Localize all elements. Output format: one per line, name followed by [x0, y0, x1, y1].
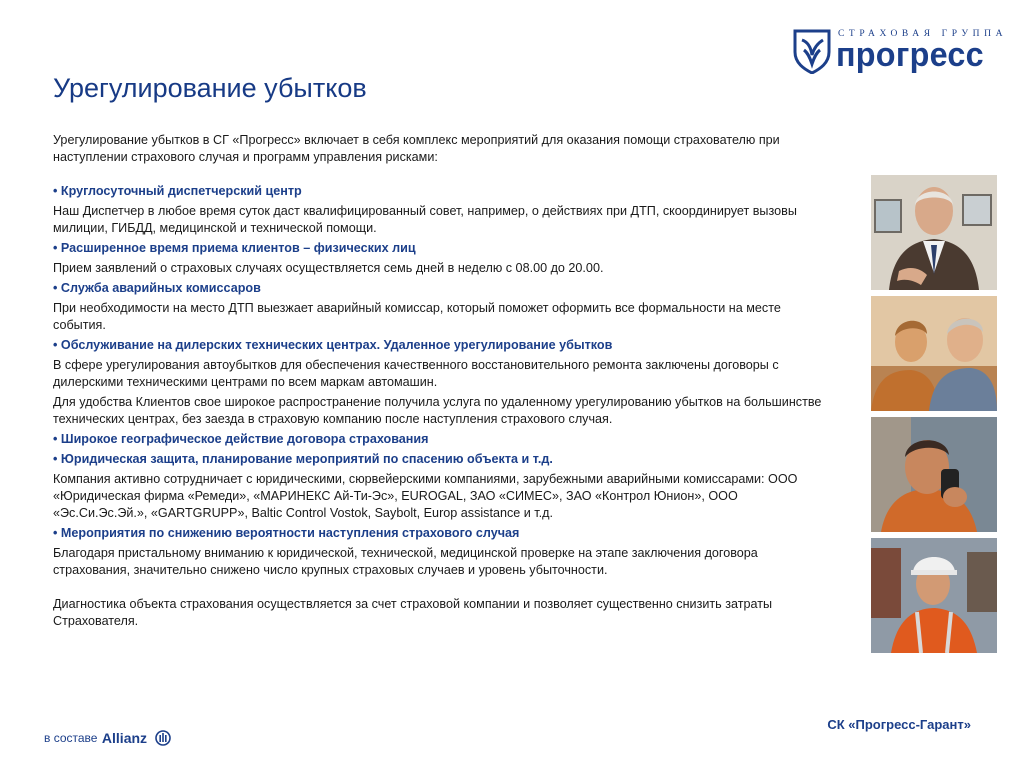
section-heading: • Расширенное время приема клиентов – физических лиц [53, 241, 416, 255]
section-heading: • Служба аварийных комиссаров [53, 281, 261, 295]
section-heading: • Широкое географическое действие договора страхования [53, 432, 429, 446]
allianz-brand: Allianz [101, 729, 148, 746]
photo-phone-call [871, 417, 997, 532]
section-paragraph: При необходимости на место ДТП выезжает аварийный комиссар, который поможет оформить все формальности на месте события. [53, 301, 781, 332]
section-paragraph: Благодаря пристальному вниманию к юридической, технической, медицинской проверке на этапе заключения договора страхования, значительно снижено число крупных страховых случаев и уровень убыточности. [53, 546, 758, 577]
page-title: Урегулирование убытков [53, 73, 367, 103]
allianz-badge [44, 729, 171, 749]
content-body [53, 132, 828, 630]
company-logo [792, 28, 1008, 76]
closing-paragraph: Диагностика объекта страхования осуществляется за счет страховой компании и позволяет существенно снизить затраты Страхователя. [53, 597, 773, 628]
photo-worker [871, 538, 997, 653]
section-paragraph: В сфере урегулирования автоубытков для обеспечения качественного восстановительного ремонта заключены договоры с дилерскими техническими центрами по всем маркам автомашин. [53, 358, 779, 389]
allianz-prefix: в составе [44, 730, 98, 745]
photo-consultation [871, 296, 997, 411]
section-heading: • Круглосуточный диспетчерский центр [53, 184, 302, 198]
shield-logo-icon [792, 28, 832, 74]
section-paragraph: Компания активно сотрудничает с юридическими, сюрвейерскими компаниями, зарубежными аварийными комиссарами: ООО «Юридическая фирма «Ремеди», «МАРИНЕКС Ай-Ти-Эс», EUROGAL, ЗАО «СИМЕС», ЗАО «Контрол Юнион», ООО «Эс.Си.Эс.Эй.», «GARTGRUPP», Baltic Control Vostok, Saybolt, Europ assistance и т.д. [53, 472, 798, 520]
section-paragraph: Для удобства Клиентов свое широкое распространение получила услуга по удаленному урегулированию убытков на большинстве технических центрах, без заезда в страховую компанию после наступления страхового случая. [53, 395, 822, 426]
allianz-eagle-icon [155, 730, 171, 746]
footer-company-name: СК «Прогресс-Гарант» [827, 717, 971, 732]
section-heading: • Обслуживание на дилерских технических центрах. Удаленное урегулирование убытков [53, 338, 613, 352]
intro-paragraph: Урегулирование убытков в СГ «Прогресс» включает в себя комплекс мероприятий для оказания помощи страхователю при наступлении страхового случая и программ управления рисками: [53, 133, 780, 164]
section-heading: • Мероприятия по снижению вероятности наступления страхового случая [53, 526, 520, 540]
logo-name: прогресс [836, 36, 984, 74]
section-heading: • Юридическая защита, планирование мероприятий по спасению объекта и т.д. [53, 452, 553, 466]
photo-businessman [871, 175, 997, 290]
section-paragraph: Прием заявлений о страховых случаях осуществляется семь дней в неделю с 08.00 до 20.00. [53, 261, 604, 275]
logo-tagline: СТРАХОВАЯ ГРУППА [838, 29, 1008, 39]
section-paragraph: Наш Диспетчер в любое время суток даст квалифицированный совет, например, о действиях при ДТП, скоординирует вызовы милиции, ГИБДД, медицинской и технической помощи. [53, 204, 797, 235]
